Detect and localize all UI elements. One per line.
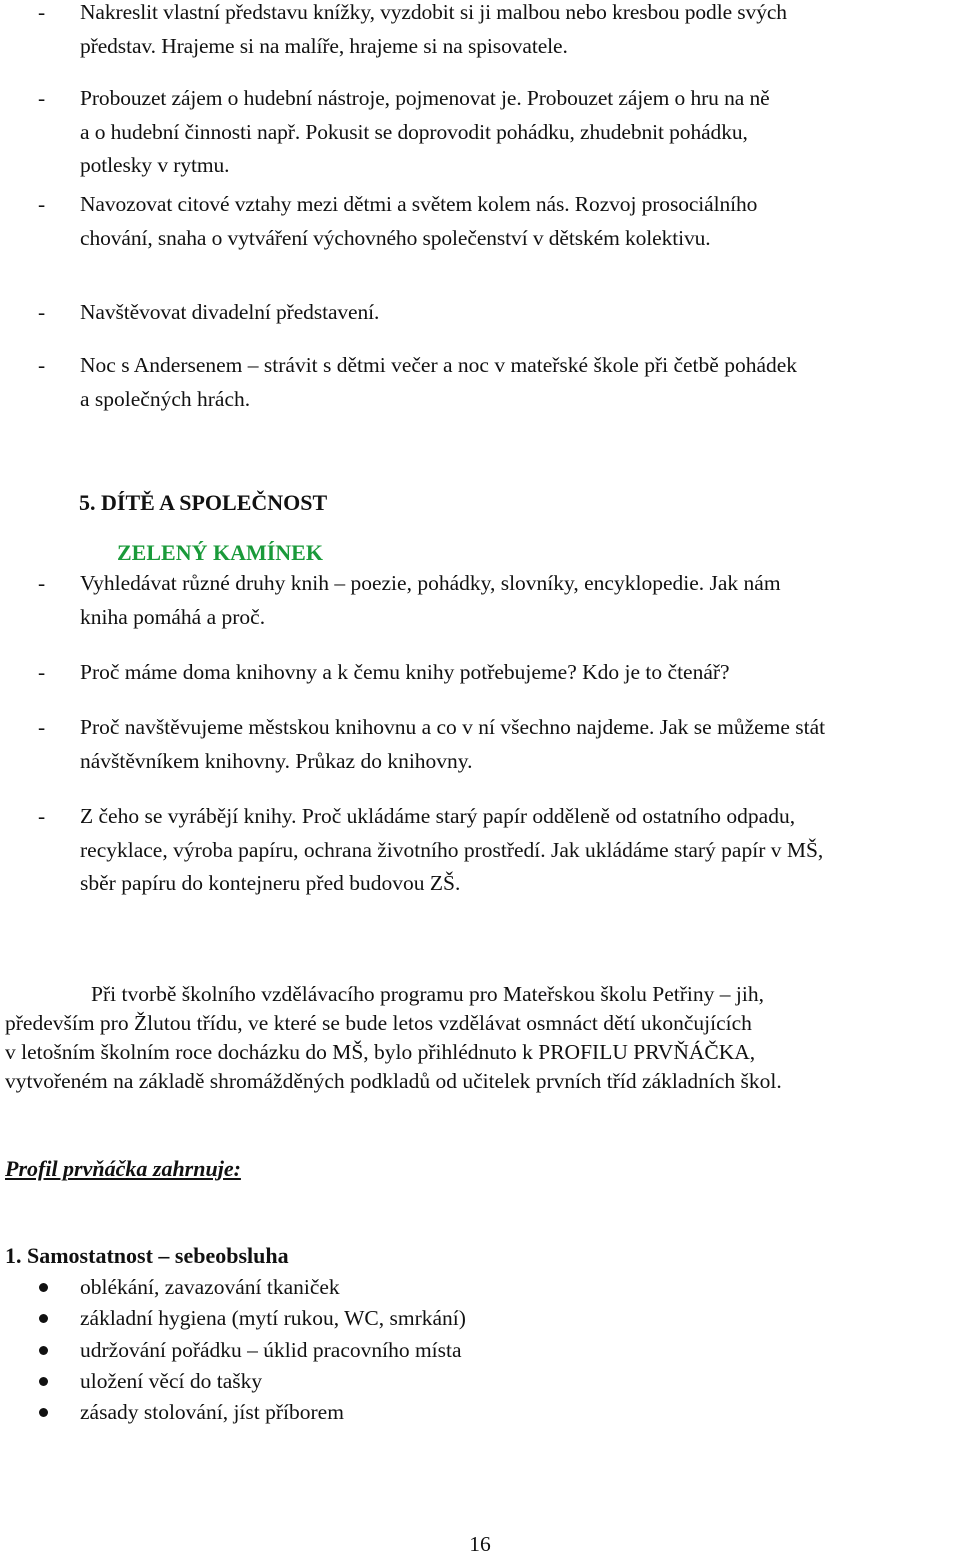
list-item: [38, 188, 943, 255]
list-item-line: Noc s Andersenem – strávit s dětmi večer a noc v mateřské škole při četbě pohádek: [80, 353, 798, 377]
bullet-text: uložení věcí do tašky: [80, 1368, 263, 1393]
bullet-dot-icon: [39, 1283, 48, 1292]
bullet-text: udržování pořádku – úklid pracovního místa: [80, 1337, 462, 1362]
list-item: [38, 0, 943, 63]
bullet-text: zásady stolování, jíst příborem: [80, 1400, 344, 1425]
list-item: [38, 711, 943, 778]
list-dash: -: [38, 0, 46, 24]
list-item-line: Proč navštěvujeme městskou knihovnu a co v ní všechno najdeme. Jak se můžeme stát: [80, 715, 826, 739]
numbered-heading: 1. Samostatnost – sebeobsluha: [5, 1243, 289, 1268]
list-dash: -: [38, 715, 46, 739]
bullet-item: [38, 1397, 838, 1428]
list-item: [38, 656, 943, 690]
list-dash: -: [38, 86, 46, 110]
bullet-item: [38, 1303, 838, 1334]
bullet-item: [38, 1366, 838, 1397]
profile-title: Profil prvňáčka zahrnuje:: [5, 1156, 241, 1181]
bullet-list: [38, 1272, 838, 1428]
section-subheading: ZELENÝ KAMÍNEK: [117, 540, 323, 565]
list-item-line: Nakreslit vlastní představu knížky, vyzdobit si ji malbou nebo kresbou podle svých: [80, 0, 787, 24]
list-item-line: recyklace, výroba papíru, ochrana životního prostředí. Jak ukládáme starý papír v MŠ,: [80, 837, 824, 862]
bullet-dot-icon: [39, 1314, 48, 1323]
list-item: [38, 349, 943, 416]
list-item-line: a společných hrách.: [80, 386, 251, 411]
list-dash: -: [38, 300, 46, 324]
list-dash: -: [38, 192, 46, 216]
bullet-text: základní hygiena (mytí rukou, WC, smrkání): [80, 1306, 466, 1331]
bullet-dot-icon: [39, 1377, 48, 1386]
bullet-item: [38, 1335, 838, 1366]
list-item-line: sběr papíru do kontejneru před budovou ZŠ.: [80, 871, 461, 895]
list-dash: -: [38, 660, 46, 684]
bullet-dot-icon: [39, 1346, 48, 1355]
paragraph-line: [5, 980, 935, 1009]
list-dash: -: [38, 571, 46, 595]
list-item-line: představ. Hrajeme si na malíře, hrajeme si na spisovatele.: [80, 33, 568, 58]
list-item: [38, 296, 943, 330]
list-item: [38, 800, 943, 901]
list-dash: -: [38, 353, 46, 377]
paragraph-line: v letošním školním roce docházku do MŠ, bylo přihlédnuto k PROFILU PRVŇÁČKA,: [5, 1040, 756, 1064]
list-item-line: Navozovat citové vztahy mezi dětmi a světem kolem nás. Rozvoj prosociálního: [80, 192, 758, 216]
list-dash: -: [38, 804, 46, 828]
list-item-line: Probouzet zájem o hudební nástroje, pojmenovat je. Probouzet zájem o hru na ně: [80, 86, 770, 110]
list-item-line: a o hudební činnosti např. Pokusit se doprovodit pohádku, zhudebnit pohádku,: [80, 119, 748, 144]
bullet-text: oblékání, zavazování tkaniček: [80, 1275, 340, 1299]
section-heading: 5. DÍTĚ A SPOLEČNOST: [79, 490, 328, 515]
list-item: [38, 82, 943, 183]
paragraph-line: především pro Žlutou třídu, ve které se bude letos vzdělávat osmnáct dětí ukončujících: [5, 1011, 752, 1035]
list-item-line: Navštěvovat divadelní představení.: [80, 300, 380, 324]
list-item-line: Proč máme doma knihovny a k čemu knihy potřebujeme? Kdo je to čtenář?: [80, 660, 730, 684]
list-item-line: chování, snaha o vytváření výchovného společenství v dětském kolektivu.: [80, 225, 711, 250]
list-item-line: kniha pomáhá a proč.: [80, 604, 266, 629]
list-item-line: návštěvníkem knihovny. Průkaz do knihovny.: [80, 748, 473, 773]
list-item-line: Z čeho se vyrábějí knihy. Proč ukládáme starý papír odděleně od ostatního odpadu,: [80, 804, 796, 828]
bullet-dot-icon: [39, 1408, 48, 1417]
paragraph-text: Při tvorbě školního vzdělávacího programu pro Mateřskou školu Petřiny – jih,: [91, 982, 764, 1006]
intro-paragraph: [5, 980, 935, 1096]
page-number: 16: [469, 1532, 491, 1556]
list-item-line: potlesky v rytmu.: [80, 153, 230, 177]
bullet-item: [38, 1272, 838, 1303]
list-item: [38, 567, 943, 634]
paragraph-line: vytvořeném na základě shromážděných podkladů od učitelek prvních tříd základních škol.: [5, 1069, 782, 1093]
list-item-line: Vyhledávat různé druhy knih – poezie, pohádky, slovníky, encyklopedie. Jak nám: [80, 571, 781, 595]
